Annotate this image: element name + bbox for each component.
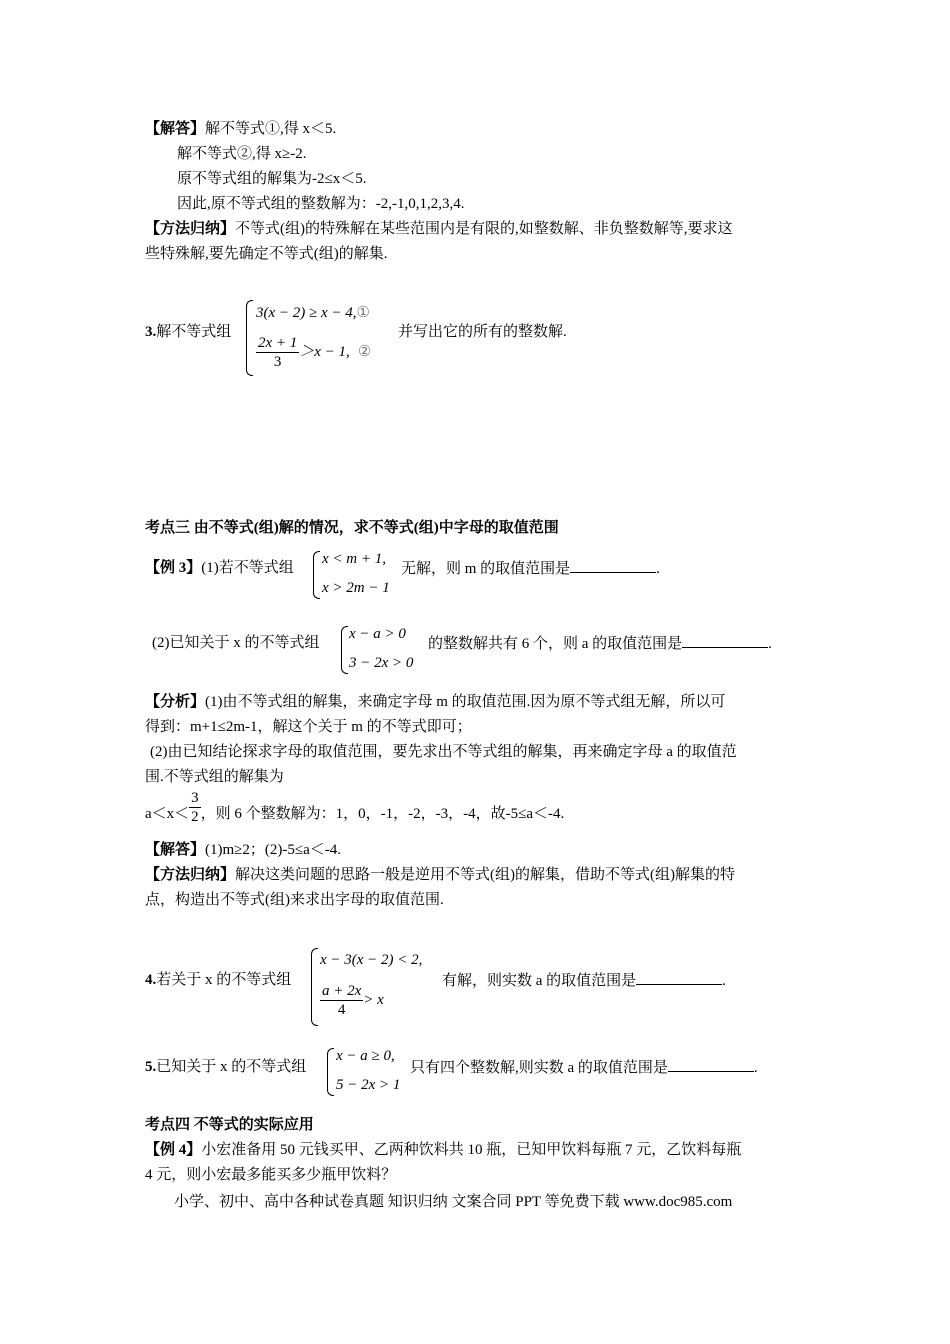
example-3-part-1: 【例 3】(1)若不等式组: [145, 560, 294, 576]
question-number: 5.: [145, 1059, 157, 1075]
answer-line-3: 原不等式组的解集为-2≤x＜5.: [177, 171, 367, 187]
analysis-line-2: 得到：m+1≤2m-1，解这个关于 m 的不等式即可；: [145, 719, 472, 735]
answer-line-4: 因此,原不等式组的整数解为：-2,-1,0,1,2,3,4.: [177, 196, 465, 212]
analysis-line-3: (2)由已知结论探求字母的取值范围，要先求出不等式组的解集，再来确定字母 a 的取值范: [150, 744, 737, 760]
system-brace: [313, 551, 320, 599]
answer-line-1: [145, 119, 336, 139]
example-4-line-1: 【例 4】小宏准备用 50 元钱买甲、乙两种饮料共 10 瓶，已知甲饮料每瓶 7 元，乙饮料每瓶: [145, 1142, 742, 1158]
example-tag: 【例 3】: [145, 560, 202, 576]
system-brace: [311, 948, 318, 1026]
analysis-tag: 【分析】: [145, 694, 206, 710]
ex3-p1-eq2: x > 2m − 1: [322, 580, 390, 596]
ex3-p2-eq1: x − a > 0: [349, 626, 406, 642]
analysis-line-5: a＜x＜ $\frac{3}{2}$ ，则 6 个整数解为：1，0，-1，-2，-3，-4，故-5≤a＜-4.: [145, 790, 565, 825]
question-4-post: 有解，则实数 a 的取值范围是 .: [442, 970, 726, 991]
example-tag: 【例 4】: [145, 1142, 202, 1158]
q4-equation-2: $\frac{a + 2x}{4}$ > x: [322, 983, 384, 1018]
question-5: 5.已知关于 x 的不等式组: [145, 1059, 307, 1075]
page-footer: 小学、初中、高中各种试卷真题 知识归纳 文案合同 PPT 等免费下载 www.doc985.com: [174, 1194, 733, 1210]
q3-equation-1: 3(x − 2) ≥ x − 4,①: [256, 305, 370, 321]
q5-equation-2: 5 − 2x > 1: [336, 1077, 401, 1093]
section-4-heading: 考点四 不等式的实际应用: [145, 1117, 314, 1133]
question-5-post: 只有四个整数解,则实数 a 的取值范围是 .: [410, 1057, 758, 1078]
example-4-line-2: 4 元，则小宏最多能买多少瓶甲饮料？: [145, 1167, 397, 1183]
question-4: 4.若关于 x 的不等式组: [145, 972, 292, 988]
answer-blank: [668, 1057, 754, 1072]
method-tag: 【方法归纳】: [145, 221, 236, 237]
method-3-line-2: 点，构造出不等式(组)来求出字母的取值范围.: [145, 892, 444, 908]
section-3-heading: 考点三 由不等式(组)解的情况，求不等式(组)中字母的取值范围: [145, 520, 559, 536]
ex3-p1-post: 无解，则 m 的取值范围是 .: [401, 558, 660, 579]
answer-blank: [636, 970, 722, 985]
ex3-p2-eq2: 3 − 2x > 0: [349, 655, 414, 671]
answer-blank: [682, 633, 768, 648]
method-tag: 【方法归纳】: [145, 867, 236, 883]
answer-blank: [570, 558, 656, 573]
analysis-line-4: 围.不等式组的解集为: [145, 769, 284, 785]
q3-equation-2: $\frac{2x + 1}{3}$ ＞x − 1, ②: [258, 335, 372, 370]
system-brace: [341, 626, 348, 674]
ex3-p2-post: 的整数解共有 6 个，则 a 的取值范围是 .: [428, 633, 772, 654]
method-3-line-1: 【方法归纳】解决这类问题的思路一般是逆用不等式(组)的解集，借助不等式(组)解集的特: [145, 867, 735, 883]
question-3: [145, 322, 231, 342]
system-brace: [246, 300, 253, 376]
answer-text: 解不等式①,得 x＜5.: [205, 121, 337, 137]
system-brace: [327, 1048, 334, 1096]
answer-3: 【解答】(1)m≥2；(2)-5≤a＜-4.: [145, 842, 342, 858]
example-3-part-2: (2)已知关于 x 的不等式组: [152, 635, 320, 651]
q4-equation-1: x − 3(x − 2) < 2,: [320, 952, 423, 968]
question-number: 3.: [145, 324, 157, 340]
answer-tag: 【解答】: [145, 121, 206, 137]
method-text: 不等式(组)的特殊解在某些范围内是有限的,如整数解、非负整数解等,要求这: [235, 221, 733, 237]
question-number: 4.: [145, 972, 157, 988]
question-3-post: 并写出它的所有的整数解.: [398, 324, 567, 340]
method-line-1: [145, 219, 733, 239]
analysis-line-1: 【分析】(1)由不等式组的解集，来确定字母 m 的取值范围.因为原不等式组无解，所以可: [145, 694, 726, 710]
q5-equation-1: x − a ≥ 0,: [336, 1048, 395, 1064]
circled-two: ②: [357, 343, 372, 360]
circled-one: ①: [356, 305, 370, 321]
question-text: 解不等式组: [156, 324, 232, 340]
method-line-2: 些特殊解,要先确定不等式(组)的解集.: [145, 246, 388, 262]
answer-tag: 【解答】: [145, 842, 206, 858]
answer-line-2: 解不等式②,得 x≥-2.: [177, 146, 307, 162]
ex3-p1-eq1: x < m + 1,: [322, 551, 386, 567]
